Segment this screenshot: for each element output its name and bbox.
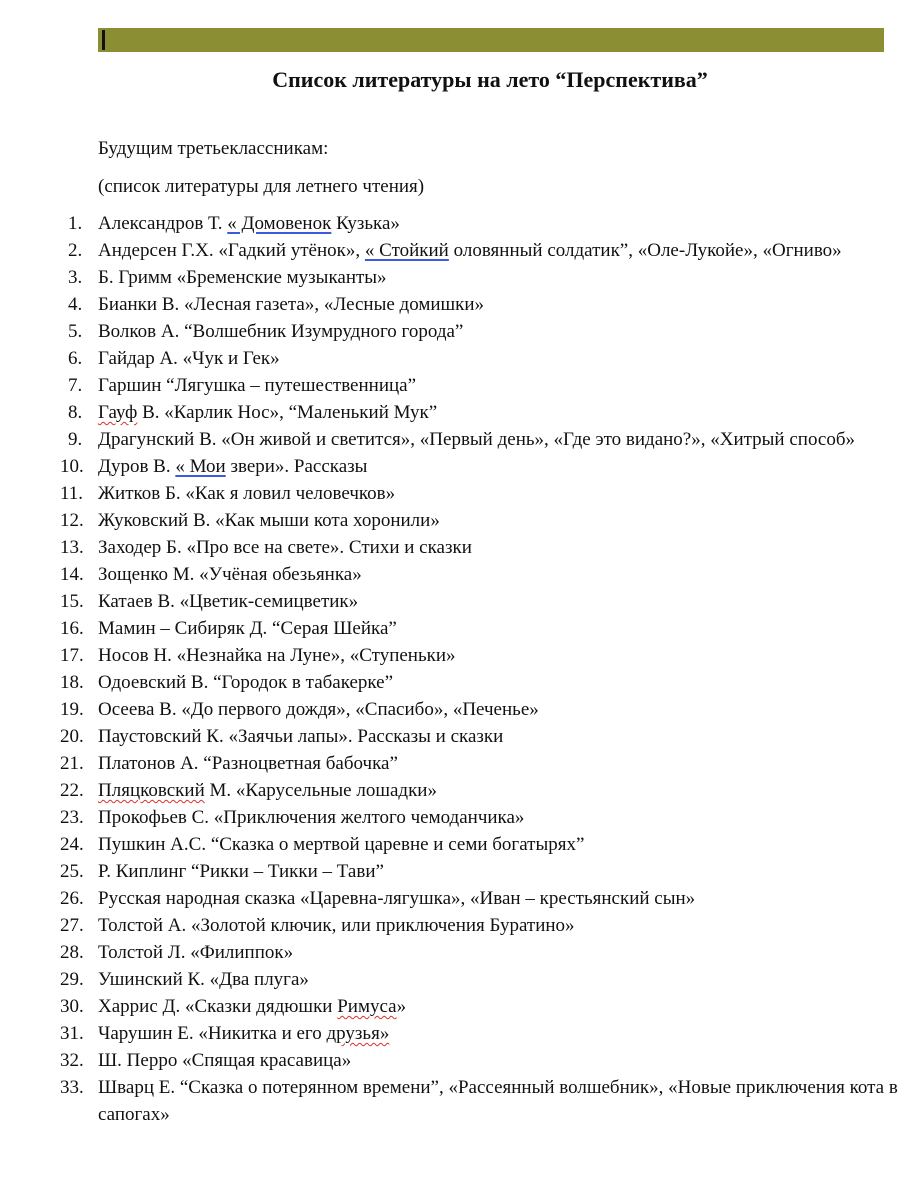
list-item-text-part: В. «Карлик Нос», “Маленький Мук” — [137, 402, 438, 423]
list-item-text-part: Паустовский К. «Заячьи лапы». Рассказы и сказки — [98, 726, 504, 747]
book-list — [60, 210, 900, 1128]
book-list-item — [60, 1047, 900, 1074]
list-item-text-part: Дуров В. — [98, 456, 176, 477]
list-item-text-part: » — [396, 996, 407, 1017]
list-item-text-part: Русская народная сказка «Царевна-лягушка», «Иван – крестьянский сын» — [98, 888, 696, 909]
list-item-text — [98, 1050, 351, 1071]
book-list-item — [60, 831, 900, 858]
book-list-item — [60, 696, 900, 723]
book-list-item — [60, 426, 900, 453]
list-item-text-part: Шварц Е. “Сказка о потерянном времени”, «Рассеянный волшебник», «Новые приключения кота в сапогах» — [98, 1077, 898, 1125]
list-item-text-part: Ш. Перро «Спящая красавица» — [98, 1050, 352, 1071]
list-item-number: 16. — [60, 618, 84, 639]
list-item-text — [98, 807, 524, 828]
intro-description: (список литературы для летнего чтения) — [98, 176, 425, 197]
book-list-item — [60, 588, 900, 615]
list-item-text — [98, 996, 406, 1017]
list-item-text — [98, 375, 416, 396]
list-item-text-part: оловянный солдатик”, «Оле-Лукойе», «Огниво» — [448, 240, 842, 261]
list-item-text-part: Харрис Д. «Сказки дядюшки — [98, 996, 338, 1017]
list-item-text — [98, 780, 437, 801]
list-item-number: 18. — [60, 672, 84, 693]
list-item-text-part: Драгунский В. «Он живой и светится», «Первый день», «Где это видано?», «Хитрый способ» — [98, 429, 856, 450]
book-list-item — [60, 1020, 900, 1047]
book-list-item — [60, 912, 900, 939]
list-item-text — [98, 726, 503, 747]
list-item-text — [98, 240, 842, 261]
book-list-item — [60, 804, 900, 831]
book-list-item — [60, 453, 900, 480]
book-list-item — [60, 615, 900, 642]
book-list-item — [60, 534, 900, 561]
list-item-text-part: Пушкин А.С. “Сказка о мертвой царевне и семи богатырях” — [98, 834, 585, 855]
list-item-text — [98, 564, 362, 585]
list-item-text-part: Бианки В. «Лесная газета», «Лесные домишки» — [98, 294, 485, 315]
list-item-text — [98, 429, 855, 450]
book-list-item — [60, 885, 900, 912]
list-item-text-part: Прокофьев С. «Приключения желтого чемоданчика» — [98, 807, 525, 828]
list-item-text — [98, 294, 484, 315]
list-item-number: 27. — [60, 915, 84, 936]
list-item-number: 31. — [60, 1023, 84, 1044]
list-item-number: 15. — [60, 591, 84, 612]
book-list-item — [60, 642, 900, 669]
list-item-text — [98, 1077, 898, 1125]
list-item-text — [98, 888, 695, 909]
document-title: Список литературы на лето “Перспектива” — [272, 67, 708, 92]
book-list-item — [60, 480, 900, 507]
book-list-item — [60, 345, 900, 372]
list-item-number: 3. — [68, 267, 83, 288]
list-item-text-part: Толстой А. «Золотой ключик, или приключения Буратино» — [98, 915, 575, 936]
book-list-item — [60, 750, 900, 777]
list-item-number: 29. — [60, 969, 84, 990]
list-item-number: 11. — [60, 483, 84, 504]
list-item-text-part: Платонов А. “Разноцветная бабочка” — [98, 753, 398, 774]
text-cursor — [102, 30, 105, 50]
list-item-text-part: Волков А. “Волшебник Изумрудного города” — [98, 321, 464, 342]
list-item-number: 26. — [60, 888, 84, 909]
book-list-item — [60, 669, 900, 696]
list-item-number: 24. — [60, 834, 84, 855]
book-list-item — [60, 507, 900, 534]
spelling-marked-text[interactable]: Римуса — [337, 996, 397, 1017]
document-header-bar — [98, 28, 884, 52]
book-list-item — [60, 291, 900, 318]
list-item-text-part: Александров Т. — [98, 213, 228, 234]
list-item-text — [98, 348, 280, 369]
book-list-item — [60, 966, 900, 993]
list-item-text — [98, 672, 393, 693]
list-item-text-part: Гайдар А. «Чук и Гек» — [98, 348, 280, 369]
list-item-number: 32. — [60, 1050, 84, 1071]
list-item-text — [98, 834, 584, 855]
grammar-marked-text[interactable]: « Мои — [175, 456, 226, 477]
list-item-text — [98, 699, 539, 720]
list-item-text-part: Ушинский К. «Два плуга» — [98, 969, 309, 990]
list-item-text-part: М. «Карусельные лошадки» — [204, 780, 437, 801]
list-item-text — [98, 942, 293, 963]
list-item-number: 13. — [60, 537, 84, 558]
book-list-item — [60, 372, 900, 399]
list-item-text — [98, 213, 400, 234]
list-item-number: 28. — [60, 942, 84, 963]
list-item-number: 17. — [60, 645, 84, 666]
list-item-number: 23. — [60, 807, 84, 828]
list-item-text-part: Андерсен Г.Х. «Гадкий утёнок», — [98, 240, 365, 261]
list-item-text — [98, 591, 358, 612]
list-item-number: 14. — [60, 564, 84, 585]
list-item-number: 20. — [60, 726, 84, 747]
list-item-text-part: Мамин – Сибиряк Д. “Серая Шейка” — [98, 618, 397, 639]
list-item-number: 6. — [68, 348, 83, 369]
book-list-item — [60, 264, 900, 291]
spelling-marked-text[interactable]: друзья» — [326, 1023, 390, 1044]
list-item-number: 2. — [68, 240, 83, 261]
list-item-text-part: звери». Рассказы — [225, 456, 368, 477]
grammar-marked-text[interactable]: « Стойкий — [364, 240, 449, 261]
list-item-text-part: Осеева В. «До первого дождя», «Спасибо», «Печенье» — [98, 699, 539, 720]
book-list-item — [60, 777, 900, 804]
list-item-text — [98, 1023, 389, 1044]
book-list-item — [60, 1074, 900, 1128]
list-item-text — [98, 645, 456, 666]
list-item-number: 25. — [60, 861, 84, 882]
list-item-text-part: Катаев В. «Цветик-семицветик» — [98, 591, 359, 612]
list-item-number: 8. — [68, 402, 83, 423]
list-item-text-part: Жуковский В. «Как мыши кота хоронили» — [98, 510, 440, 531]
book-list-item — [60, 399, 900, 426]
list-item-text-part: Зощенко М. «Учёная обезьянка» — [98, 564, 362, 585]
book-list-item — [60, 237, 900, 264]
list-item-number: 12. — [60, 510, 84, 531]
list-item-text — [98, 483, 395, 504]
list-item-text — [98, 861, 384, 882]
list-item-text-part: Толстой Л. «Филиппок» — [98, 942, 294, 963]
book-list-item — [60, 939, 900, 966]
book-list-item — [60, 993, 900, 1020]
book-list-item — [60, 858, 900, 885]
list-item-text — [98, 537, 472, 558]
list-item-number: 4. — [68, 294, 83, 315]
list-item-text-part: Р. Киплинг “Рикки – Тикки – Тави” — [98, 861, 384, 882]
book-list-item — [60, 561, 900, 588]
list-item-text — [98, 402, 437, 423]
list-item-number: 1. — [68, 213, 83, 234]
book-list-item — [60, 318, 900, 345]
list-item-text — [98, 510, 440, 531]
list-item-number: 30. — [60, 996, 84, 1017]
list-item-text — [98, 753, 398, 774]
list-item-number: 22. — [60, 780, 84, 801]
list-item-text-part: Носов Н. «Незнайка на Луне», «Ступеньки» — [98, 645, 456, 666]
spelling-marked-text[interactable]: Гауф — [98, 402, 138, 423]
book-list-item — [60, 210, 900, 237]
list-item-text-part: Чарушин Е. «Никитка и его — [98, 1023, 327, 1044]
list-item-text-part: Заходер Б. «Про все на свете». Стихи и сказки — [98, 537, 472, 558]
list-item-text-part: Б. Гримм «Бременские музыканты» — [98, 267, 387, 288]
list-item-text — [98, 618, 397, 639]
list-item-number: 5. — [68, 321, 83, 342]
list-item-text-part: Житков Б. «Как я ловил человечков» — [98, 483, 396, 504]
list-item-number: 7. — [68, 375, 83, 396]
list-item-text-part: Кузька» — [331, 213, 400, 234]
list-item-number: 9. — [68, 429, 83, 450]
list-item-number: 21. — [60, 753, 84, 774]
list-item-text — [98, 267, 387, 288]
list-item-number: 19. — [60, 699, 84, 720]
list-item-text — [98, 915, 575, 936]
list-item-text-part: Одоевский В. “Городок в табакерке” — [98, 672, 394, 693]
list-item-text — [98, 321, 463, 342]
list-item-text-part: Гаршин “Лягушка – путешественница” — [98, 375, 417, 396]
list-item-number: 33. — [60, 1077, 84, 1098]
grammar-marked-text[interactable]: « Домовенок — [227, 213, 332, 234]
list-item-text — [98, 969, 309, 990]
book-list-item — [60, 723, 900, 750]
list-item-number: 10. — [60, 456, 84, 477]
list-item-text — [98, 456, 367, 477]
intro-audience: Будущим третьеклассникам: — [98, 138, 329, 159]
spelling-marked-text[interactable]: Пляцковский — [98, 780, 205, 801]
